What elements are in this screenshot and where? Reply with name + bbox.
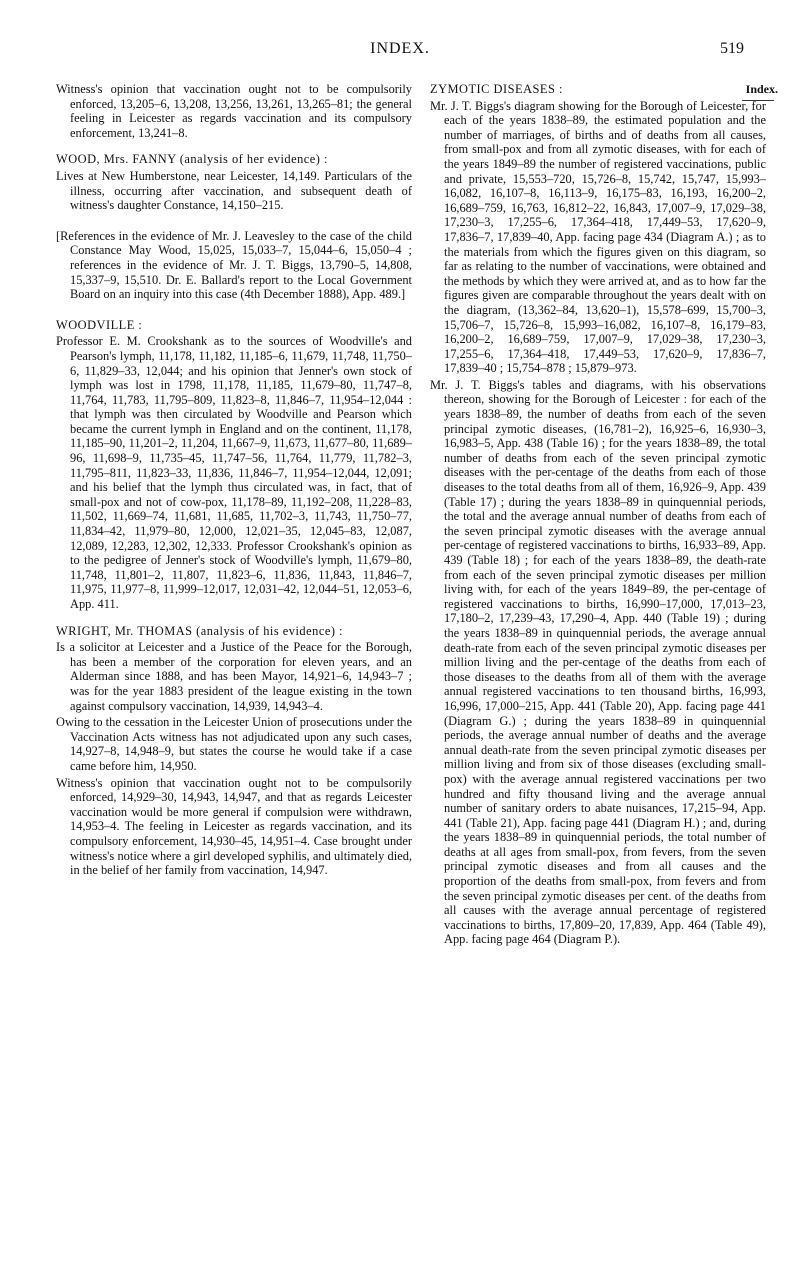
page-number: 519: [720, 40, 744, 57]
zymotic-heading: ZYMOTIC DISEASES :: [430, 82, 563, 96]
wright-paragraph-2: Owing to the cessation in the Leicester Union of prosecutions under the Vaccination Acts witness has not adjudicated upon any such cases, 14,927–8, 14,948–9, but states the course he would take if a case came before him, 14,950.: [56, 715, 412, 773]
woodville-heading: WOODVILLE :: [56, 317, 143, 332]
wood-heading: WOOD, Mrs. FANNY (analysis of her evidence) :: [56, 152, 328, 167]
wood-references: [References in the evidence of Mr. J. Leavesley to the case of the child Constance May Wood, 15,025, 15,033–7, 15,044–6, 15,050–4 ; references in the evidence of Mr. J. T. Biggs, 13,790–5, 14,808, 15,337–9, 15,510. Dr. E. Ballard's report to the Local Government Board on an inquiry into this case (4th December 1888), App. 489.]: [56, 228, 412, 302]
left-column: [56, 82, 412, 880]
margin-label: Index.: [745, 82, 778, 96]
zymotic-paragraph-2: Mr. J. T. Biggs's tables and diagrams, with his observations thereon, showing for the Borough of Leicester : for each of the years 1838–89, the number of deaths from each of the seven principal zymotic diseases, (16,781–2), 16,925–6, 16,930–3, 16,983–5, App. 438 (Table 16) ; for the years 1838–89, the total number of deaths from each of the seven principal zymotic diseases with the per-centage of the deaths from each of those diseases to the total deaths from all of them, 16,926–9, App. 439 (Table 17) ; during the years 1838–89 in quinquennial periods, the total and the average annual number of deaths from each of the seven principal zymotic diseases with the average annual per-centage of registered vaccinations to births, 16,933–89, App. 439 (Table 18) ; for each of the years 1838–89, the death-rate from each of the seven principal zymotic diseases per million living with, for each of the years 1849–89, the per-centage of registered vaccinations to births, 16,990–17,000, 17,013–23, 17,180–2, 17,239–43, 17,290–4, App. 440 (Table 19) ; during the years 1838–89 in quinquennial periods, the average annual death-rate from each of the seven principal zymotic diseases per million living and the per-centage of the deaths from each of those diseases to the deaths from all of them with the average annual registered vaccinations to ten thousand births, 16,993, 16,996, 17,000–215, App. 441 (Table 20), App. facing page 441 (Diagram G.) ; during the years 1838–89 in quinquennial periods, the average annual number of deaths and the average annual death-rate from the seven principal zymotic diseases per million living and from six of those diseases (excluding small-pox) with the average annual registered vaccinations per two hundred and fifty thousand living and the average annual number of sanitary orders to abate nuisances, 17,215–94, App. 441 (Table 21), App. facing page 441 (Diagram H.) ; and, during the years 1838–89 in quinquennial periods, the total number of deaths at all ages from small-pox, from fevers, from the seven principal zymotic diseases and from all causes and the proportion of the deaths from small-pox, from fevers and from the seven principal zymotic diseases per cent. of the deaths from all causes with the average annual percentage of registered vaccinations to births, 17,809–20, 17,839, App. 464 (Table 49), App. facing page 464 (Diagram P.).: [430, 377, 766, 947]
wright-heading: WRIGHT, Mr. THOMAS (analysis of his evidence) :: [56, 623, 343, 638]
wood-body: Lives at New Humberstone, near Leicester, 14,149. Particulars of the illness, occurring after vaccination, and subsequent death of witness's daughter Constance, 14,150–215.: [56, 168, 412, 213]
wright-paragraph-3: Witness's opinion that vaccination ought not to be compulsorily enforced, 14,929–30, 14,943, 14,947, and that as regards Leicester vaccination would be more general if compulsion were withdrawn, 14,953–4. The feeling in Leicester as regards vaccination, and its compulsory enforcement, 14,930–45, 14,951–4. Case brought under witness's notice where a girl developed syphilis, and ultimately died, in the belief of her family from vaccination, 14,947.: [56, 775, 412, 878]
right-column: [430, 82, 766, 949]
running-title: INDEX.: [370, 40, 430, 57]
witness-entry: Witness's opinion that vaccination ought not to be compulsorily enforced, 13,205–6, 13,208, 13,256, 13,261, 13,265–81; the general feeling in Leicester as regards vaccination and its compulsory enforcement, 13,241–8.: [56, 82, 412, 140]
page-header: [0, 40, 800, 64]
wright-paragraph-1: Is a solicitor at Leicester and a Justice of the Peace for the Borough, has been a member of the corporation for eleven years, and an Alderman since 1888, and has been Mayor, 14,921–6, 14,943–7 ; was for the year 1883 president of the league existing in the town against compulsory vaccination, 14,939, 14,943–4.: [56, 640, 412, 713]
woodville-body: Professor E. M. Crookshank as to the sources of Woodville's and Pearson's lymph, 11,178, 11,182, 11,185–6, 11,679, 11,748, 11,750–6, 11,829–33, 12,044; and his opinion that Jenner's own stock of lymph was lost in 1798, 11,178, 11,185, 11,679–80, 11,747–8, 11,764, 11,783, 11,795–809, 11,823–8, 11,846–7, 11,954–12,044 : that lymph was then circulated by Woodville and Pearson which became the current lymph in England and on the continent, 11,178, 11,185–90, 11,201–2, 11,204, 11,667–9, 11,673, 11,677–80, 11,689–96, 11,698–9, 11,735–45, 11,747–56, 11,764, 11,779, 11,782–3, 11,795–811, 11,823–33, 11,836, 11,846–7, 11,954–12,044, 12,091; and his belief that the lymph thus circulated was, in fact, that of small-pox and not of cow-pox, 11,178–89, 11,192–208, 11,228–83, 11,502, 11,669–74, 11,681, 11,685, 11,702–3, 11,743, 11,750–77, 11,834–42, 11,979–80, 12,000, 12,021–35, 12,045–83, 12,087, 12,089, 12,283, 12,302, 12,333. Professor Crookshank's opinion as to the pedigree of Jenner's stock of Woodville's lymph, 11,679–80, 11,748, 11,801–2, 11,807, 11,823–6, 11,836, 11,843, 11,846–7, 11,975, 11,977–8, 11,999–12,017, 12,031–42, 12,044–51, 12,053–6, App. 411.: [56, 334, 412, 611]
zymotic-paragraph-1: Mr. J. T. Biggs's diagram showing for the Borough of Leicester, for each of the years 1838–89, the estimated population and the number of marriages, of births and of deaths from all causes, from small-pox and from all zymotic diseases, with for each of the years 1849–89 the number of registered vaccinations, public and private, 15,553–720, 15,726–8, 15,742, 15,747, 15,993–16,082, 16,107–8, 16,113–9, 16,175–83, 16,193, 16,200–2, 16,689–759, 16,763, 16,812–22, 16,843, 17,007–9, 17,029–38, 17,230–3, 17,255–6, 17,364–418, 17,449–53, 17,620–9, 17,836–7, 17,839–40, App. facing page 434 (Diagram A.) ; as to the materials from which the figures given on this diagram, so far as relating to the number of vaccinations, were obtained and the methods by which they were arrived at, and as to how far the figures given are comparable throughout the years dealt with on the diagram, (13,362–84, 13,620–1), 15,578–699, 15,700–3, 15,706–7, 15,726–8, 15,993–16,082, 16,107–8, 16,179–83, 16,200–2, 16,689–759, 17,007–9, 17,029–38, 17,230–3, 17,255–6, 17,364–418, 17,449–53, 17,620–9, 17,836–7, 17,839–40 ; 15,754–878 ; 15,879–973.: [430, 98, 766, 376]
